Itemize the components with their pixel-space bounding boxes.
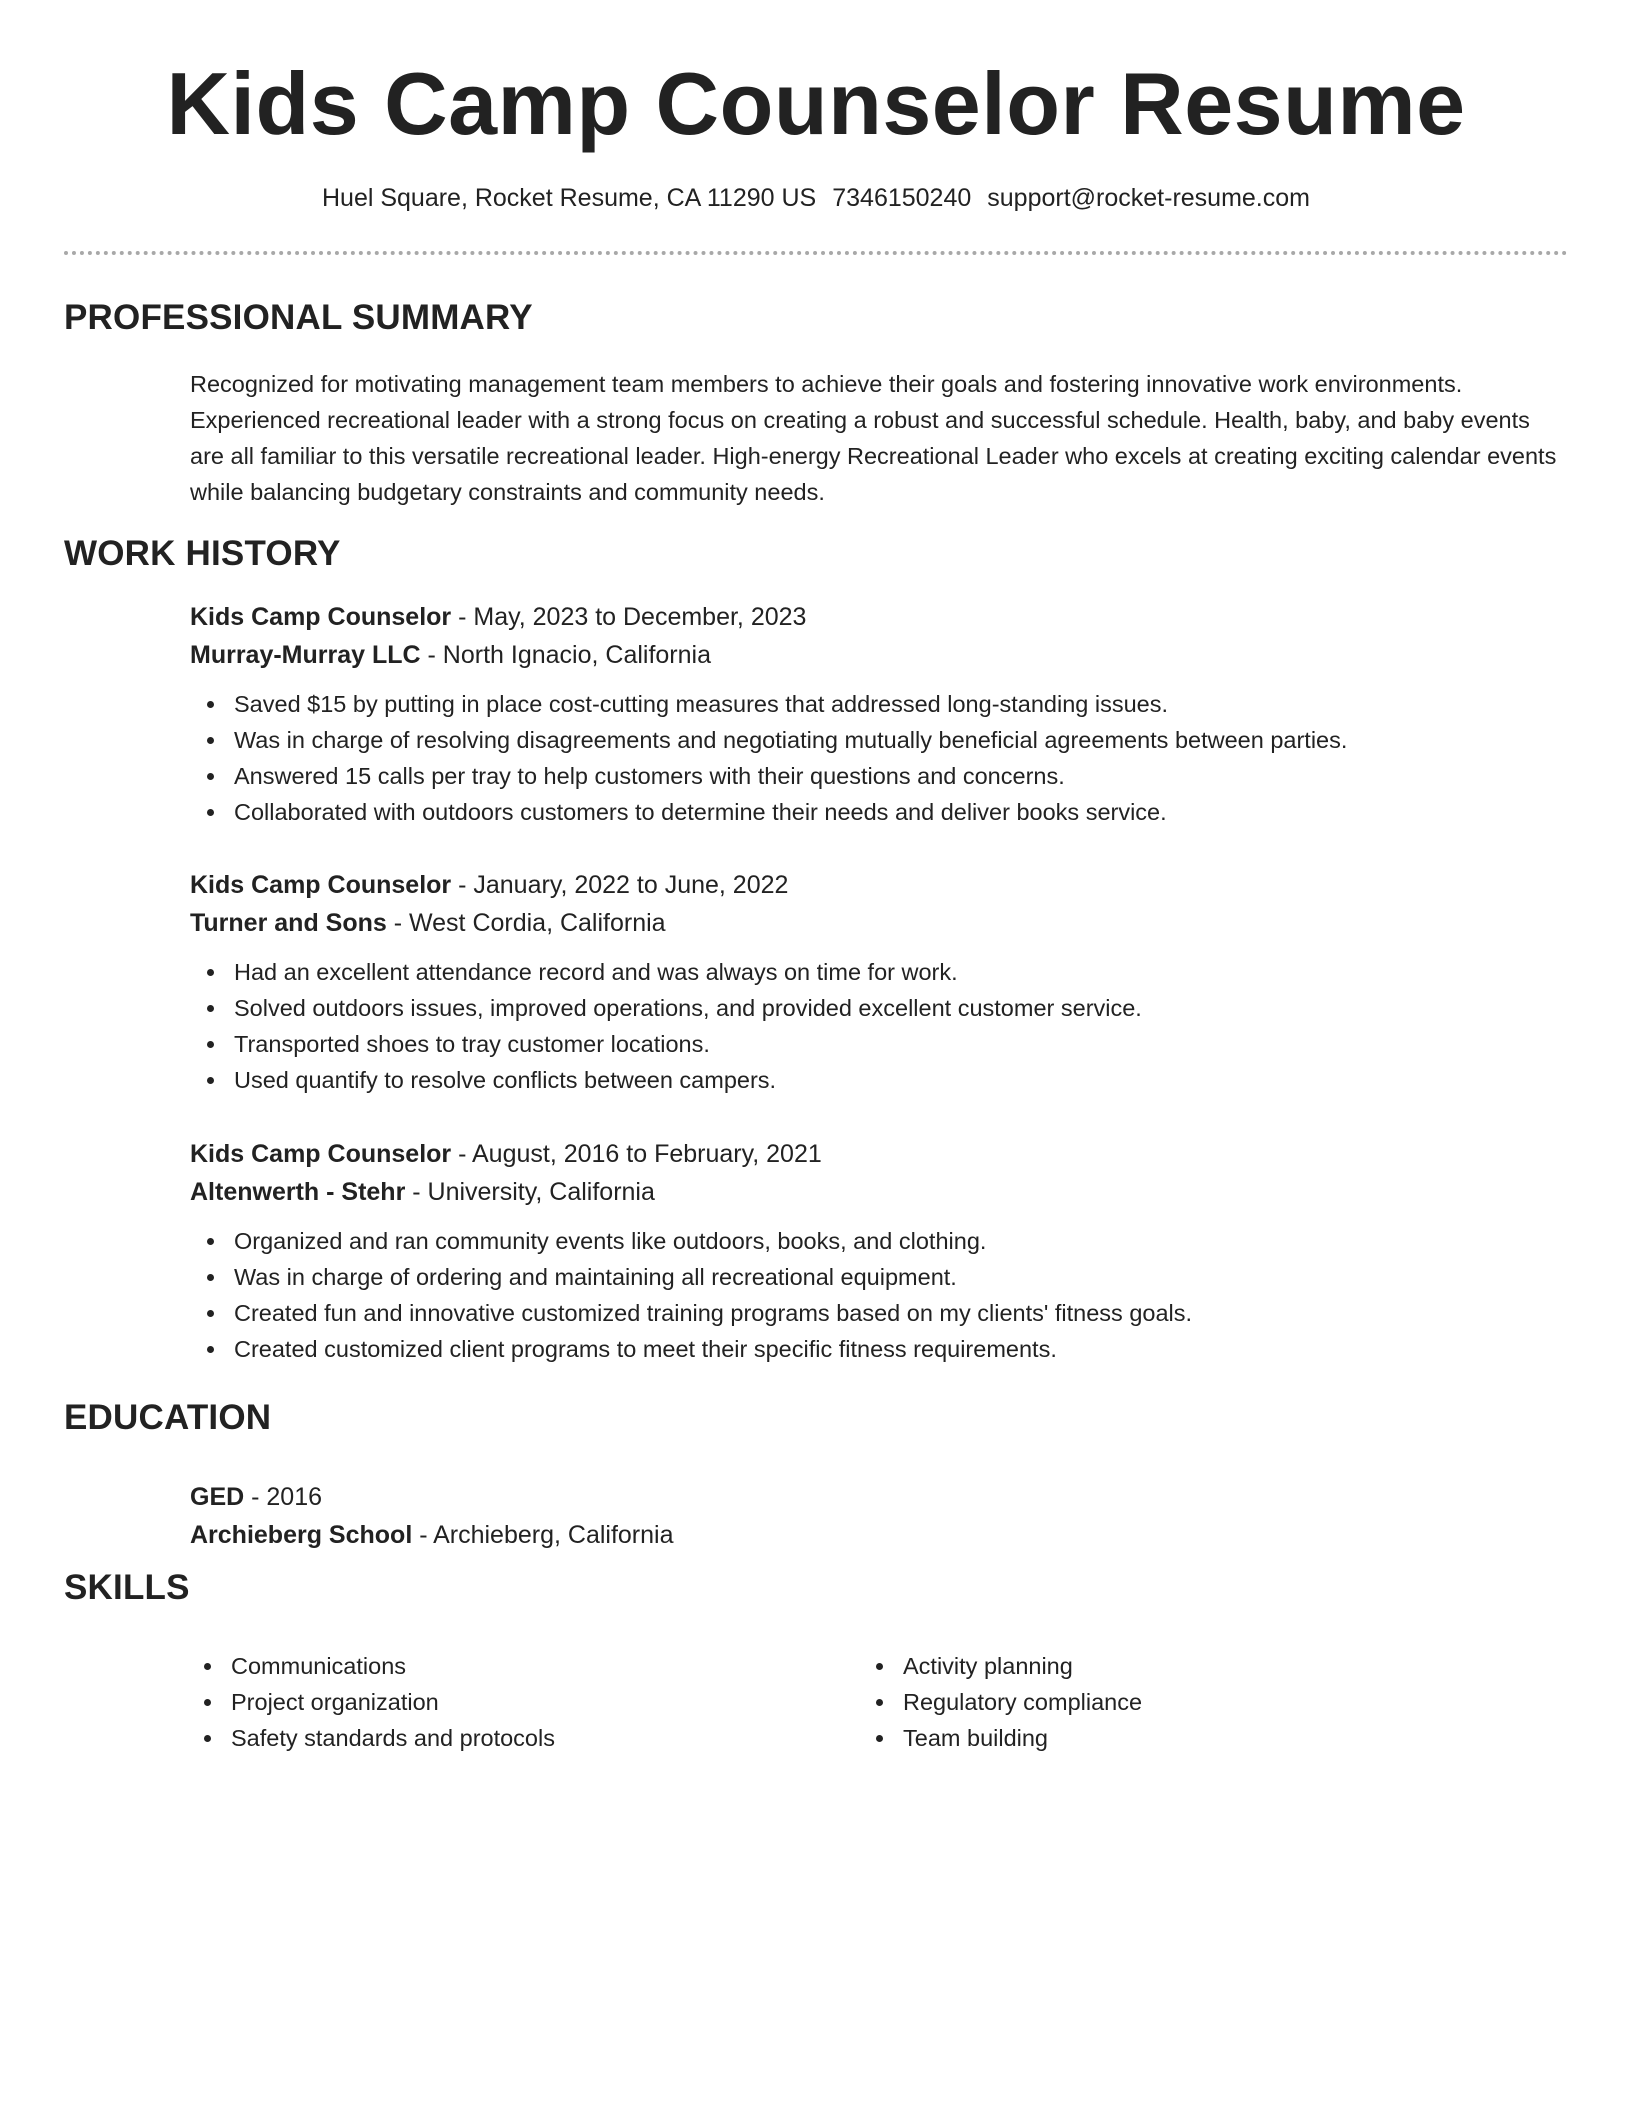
skill-item: Safety standards and protocols (231, 1720, 555, 1756)
job-title-line (190, 1135, 1570, 1173)
education-year: - 2016 (244, 1483, 323, 1511)
education-degree: GED (190, 1483, 245, 1511)
job-bullet: Transported shoes to tray customer locations. (234, 1026, 1570, 1062)
job-bullet: Organized and ran community events like outdoors, books, and clothing. (234, 1223, 1570, 1259)
skills-heading: SKILLS (64, 1568, 190, 1607)
education-heading: EDUCATION (64, 1398, 272, 1437)
job-bullet: Used quantify to resolve conflicts between campers. (234, 1062, 1570, 1098)
job-bullets (190, 1223, 1570, 1367)
resume-title: Kids Camp Counselor Resume (166, 54, 1466, 153)
skill-item: Team building (903, 1720, 1142, 1756)
skill-item: Activity planning (903, 1648, 1142, 1684)
job-company: Turner and Sons (190, 909, 387, 937)
job-company-line (190, 1173, 1570, 1211)
job-bullet: Created fun and innovative customized training programs based on my clients' fitness goals. (234, 1295, 1570, 1331)
summary-heading: PROFESSIONAL SUMMARY (64, 298, 533, 337)
skills-list-left (231, 1648, 555, 1756)
job-bullet: Solved outdoors issues, improved operations, and provided excellent customer service. (234, 990, 1570, 1026)
job-entry (190, 598, 1570, 830)
job-bullet: Had an excellent attendance record and was always on time for work. (234, 954, 1570, 990)
job-dates: - May, 2023 to December, 2023 (451, 603, 807, 631)
job-bullet: Answered 15 calls per tray to help customers with their questions and concerns. (234, 758, 1570, 794)
job-title-line (190, 598, 1570, 636)
job-company-line (190, 636, 1570, 674)
job-entry (190, 866, 1570, 1098)
summary-text: Recognized for motivating management team members to achieve their goals and fostering innovative work environments. Experienced recreational leader with a strong focus on creating a robust and successful schedule. Health, baby, and baby events are all familiar to this versatile recreational leader. High-energy Recreational Leader who excels at creating exciting calendar events while balancing budgetary constraints and community needs. (190, 371, 1557, 505)
skills-list-right (903, 1648, 1142, 1756)
job-bullets (190, 954, 1570, 1098)
skill-item: Regulatory compliance (903, 1684, 1142, 1720)
job-bullet: Collaborated with outdoors customers to determine their needs and deliver books service. (234, 794, 1570, 830)
contact-address: Huel Square, Rocket Resume, CA 11290 US (321, 184, 817, 212)
job-location: - North Ignacio, California (420, 641, 711, 669)
job-company: Murray-Murray LLC (190, 641, 421, 669)
education-degree-line (190, 1478, 1570, 1516)
contact-line (0, 180, 1632, 216)
work-history-heading: WORK HISTORY (64, 534, 341, 573)
header-divider (64, 251, 1568, 255)
education-school: Archieberg School (190, 1521, 413, 1549)
job-entry (190, 1135, 1570, 1367)
skill-item: Project organization (231, 1684, 555, 1720)
job-company: Altenwerth - Stehr (190, 1178, 406, 1206)
education-location: - Archieberg, California (412, 1521, 674, 1549)
job-bullet: Saved $15 by putting in place cost-cutting measures that addressed long-standing issues. (234, 686, 1570, 722)
job-dates: - August, 2016 to February, 2021 (451, 1140, 822, 1168)
education-entry (190, 1478, 1570, 1554)
job-bullet: Was in charge of resolving disagreements and negotiating mutually beneficial agreements between parties. (234, 722, 1570, 758)
contact-email: support@rocket-resume.com (987, 184, 1310, 212)
job-title: Kids Camp Counselor (190, 603, 452, 631)
skill-item: Communications (231, 1648, 555, 1684)
job-title: Kids Camp Counselor (190, 1140, 452, 1168)
job-title-line (190, 866, 1570, 904)
job-bullet: Created customized client programs to meet their specific fitness requirements. (234, 1331, 1570, 1367)
job-dates: - January, 2022 to June, 2022 (451, 871, 789, 899)
job-bullet: Was in charge of ordering and maintaining all recreational equipment. (234, 1259, 1570, 1295)
contact-phone: 7346150240 (832, 184, 972, 212)
job-location: - West Cordia, California (386, 909, 666, 937)
job-company-line (190, 904, 1570, 942)
education-school-line (190, 1516, 1570, 1554)
job-bullets (190, 686, 1570, 830)
job-title: Kids Camp Counselor (190, 871, 452, 899)
job-location: - University, California (405, 1178, 655, 1206)
